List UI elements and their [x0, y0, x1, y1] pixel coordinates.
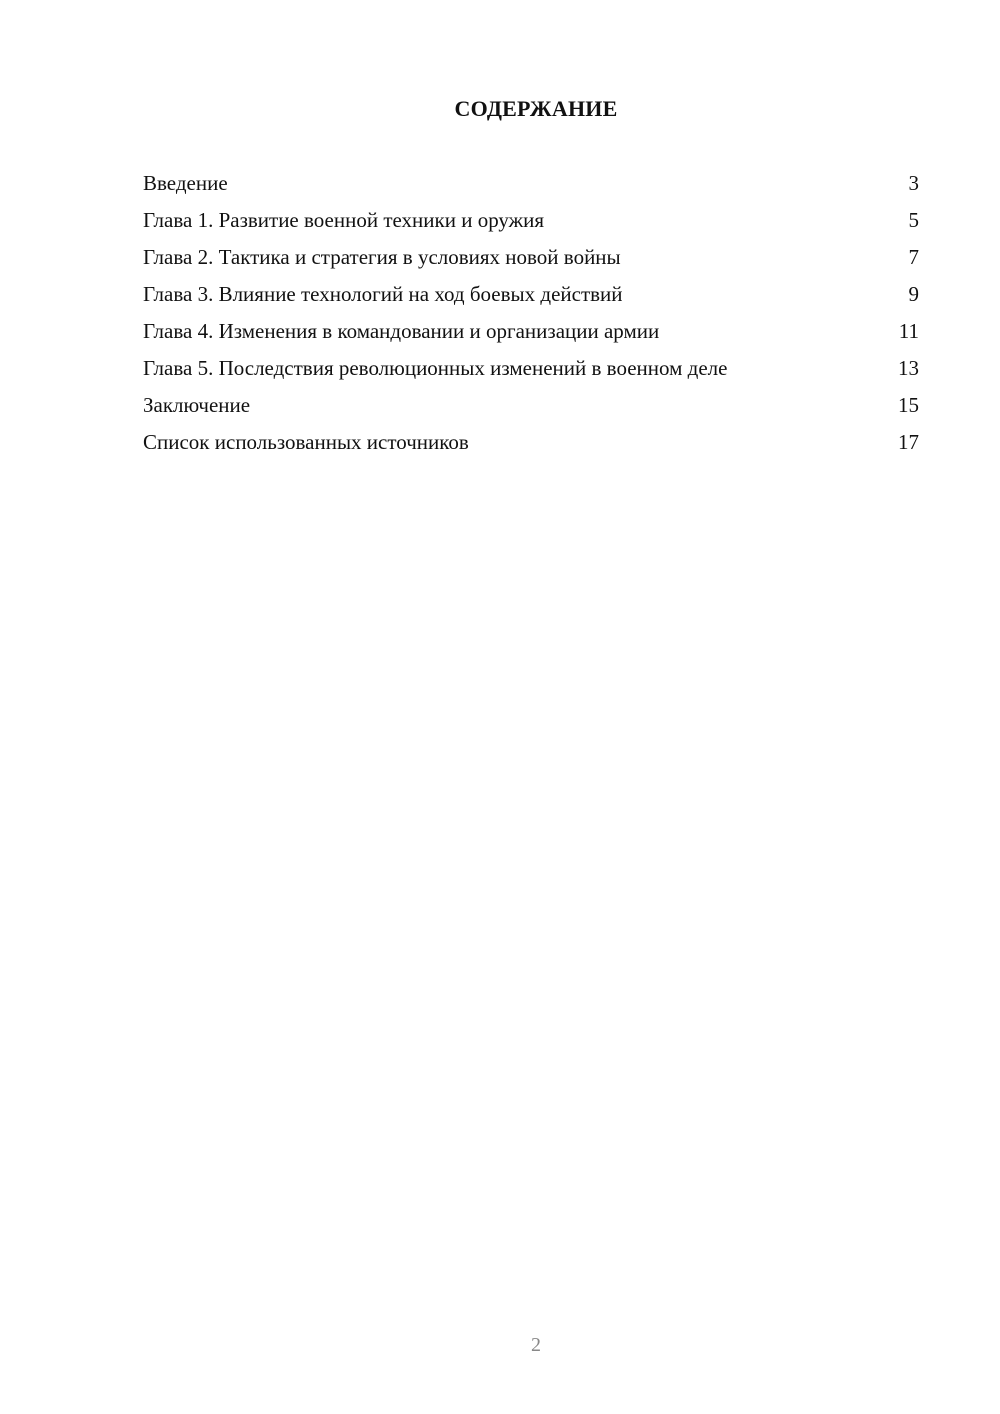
toc-entry-title: Заключение — [143, 393, 251, 417]
toc-entry-title: Глава 2. Тактика и стратегия в условиях новой войны — [143, 245, 621, 269]
toc-entry-chapter-5 — [143, 355, 919, 382]
toc-entry-chapter-1 — [143, 207, 919, 234]
page-number: 2 — [531, 1334, 541, 1356]
toc-entry-title: Введение — [143, 171, 228, 195]
toc-entry-title: Глава 5. Последствия революционных изменений в военном деле — [143, 356, 728, 380]
toc-entry-chapter-3 — [143, 281, 919, 308]
toc-entry-page: 3 — [908, 171, 919, 195]
table-of-contents — [143, 170, 919, 466]
toc-entry-page: 7 — [908, 245, 919, 269]
toc-entry-page: 15 — [898, 393, 919, 417]
toc-entry-conclusion — [143, 392, 919, 419]
toc-entry-page: 13 — [898, 356, 919, 380]
toc-entry-chapter-4 — [143, 318, 919, 345]
toc-heading: СОДЕРЖАНИЕ — [454, 96, 618, 121]
toc-entry-title: Список использованных источников — [143, 430, 469, 454]
toc-entry-title: Глава 4. Изменения в командовании и организации армии — [143, 319, 660, 343]
toc-entry-chapter-2 — [143, 244, 919, 271]
toc-entry-page: 5 — [908, 208, 919, 232]
toc-entry-introduction — [143, 170, 919, 197]
toc-entry-bibliography — [143, 429, 919, 456]
toc-entry-title: Глава 3. Влияние технологий на ход боевых действий — [143, 282, 623, 306]
toc-entry-page: 17 — [898, 430, 919, 454]
toc-entry-page: 9 — [908, 282, 919, 306]
toc-entry-page: 11 — [898, 319, 919, 343]
toc-entry-title: Глава 1. Развитие военной техники и оружия — [143, 208, 545, 232]
